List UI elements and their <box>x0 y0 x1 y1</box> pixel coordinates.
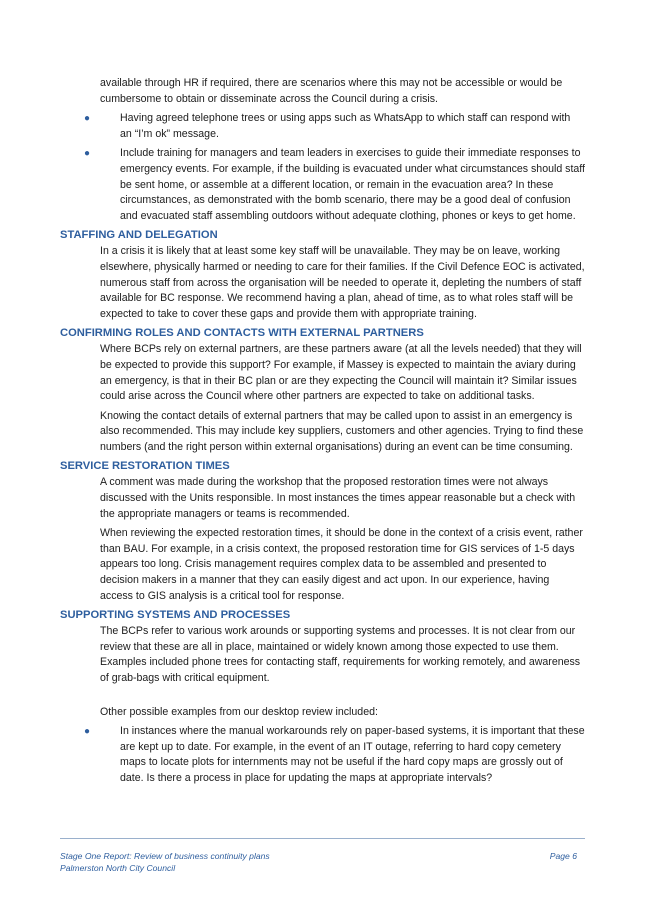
section-paragraph: Where BCPs rely on external partners, are these partners aware (at all the levels needed) that they will be expected to provide this support? For example, if Massey is expected to maintain the aviary during an emergency, is that in their BC plan or are they expecting the Council will maintain it? Similar issues could arise across the Council where other partners are expected to take on additional tasks. <box>100 343 582 403</box>
bullet-icon: ● <box>84 726 91 738</box>
footer-divider <box>60 838 585 839</box>
section-heading-external-partners: CONFIRMING ROLES AND CONTACTS WITH EXTERNAL PARTNERS <box>60 327 424 340</box>
section-paragraph: The BCPs refer to various work arounds or supporting systems and processes. It is not clear from our review that these are all in place, maintained or widely known among those expected to use them. Examples included phone trees for contacting staff, requirements for working remotely, and awareness of grab-bags with critical equipment. <box>100 625 581 684</box>
section-paragraph: Knowing the contact details of external partners that may be called upon to assist in an emergency is also recommended. This may include key suppliers, customers and other agencies. Trying to find these numbers (and the right person within external organisations) during an event can be time consuming. <box>100 409 584 453</box>
footer-organisation: Palmerston North City Council <box>60 863 176 873</box>
section-heading-staffing: STAFFING AND DELEGATION <box>60 229 218 242</box>
spacer <box>60 691 585 705</box>
section-paragraph: In a crisis it is likely that at least some key staff will be unavailable. They may be on leave, working elsewhere, physically harmed or needing to care for their families. If the Civil Defence EOC is activated, numerous staff from across the organisation will be needed to operate it, depleting the numbers of staff available for BC response. We recommend having a plan, ahead of time, as to what roles staff will be expected to take to cover these gaps and provide them with appropriate training. <box>100 245 585 320</box>
bullet-list-bottom <box>60 724 585 786</box>
list-item: ● In instances where the manual workarounds rely on paper-based systems, it is important that these are kept up to date. For example, in the event of an IT outage, referring to hard copy cemetery maps to locate plots for internments may not be useful if the hard copy maps are grossly out of date. Is there a process in place for updating the maps at appropriate intervals? <box>84 725 585 784</box>
bullet-list-top <box>60 111 585 224</box>
footer-report-title: Stage One Report: Review of business continuity plans <box>60 851 270 861</box>
section-paragraph: A comment was made during the workshop that the proposed restoration times were not always discussed with the Units responsible. In most instances the times appear reasonable but a check with the appropriate managers or teams is recommended. <box>100 476 576 520</box>
section-heading-supporting-systems: SUPPORTING SYSTEMS AND PROCESSES <box>60 609 291 622</box>
page-footer <box>60 850 585 874</box>
bullet-icon: ● <box>84 113 91 125</box>
other-examples-intro: Other possible examples from our desktop review included: <box>100 705 378 718</box>
intro-paragraph: available through HR if required, there are scenarios where this may not be accessible or would be cumbersome to obtain or disseminate across the Council during a crisis. <box>100 77 563 105</box>
bullet-icon: ● <box>84 148 91 160</box>
section-heading-restoration-times: SERVICE RESTORATION TIMES <box>60 460 230 473</box>
page-content <box>60 76 585 791</box>
list-item: ● Having agreed telephone trees or using apps such as WhatsApp to which staff can respond with an “I’m ok” message. <box>84 112 571 140</box>
page-number: Page 6 <box>549 851 577 861</box>
section-paragraph: When reviewing the expected restoration times, it should be done in the context of a crisis event, rather than BAU. For example, in a crisis context, the proposed restoration time for GIS services of 1-5 days appears too long. Crisis management requires complex data to be assembled and presented to decision makers in a manner that they can easily digest and act upon. In our experience, having access to GIS analysis is a critical tool for response. <box>100 527 583 602</box>
list-item: ● Include training for managers and team leaders in exercises to guide their immediate responses to emergency events. For example, if the building is evacuated under what circumstances should staff be sent home, or assemble at a different location, or remain in the evacuation area? In these circumstances, as demonstrated with the bomb scenario, there may be a good deal of confusion and evacuated staff assembling outdoors without adequate clothing, phones or keys to get home. <box>84 147 585 222</box>
